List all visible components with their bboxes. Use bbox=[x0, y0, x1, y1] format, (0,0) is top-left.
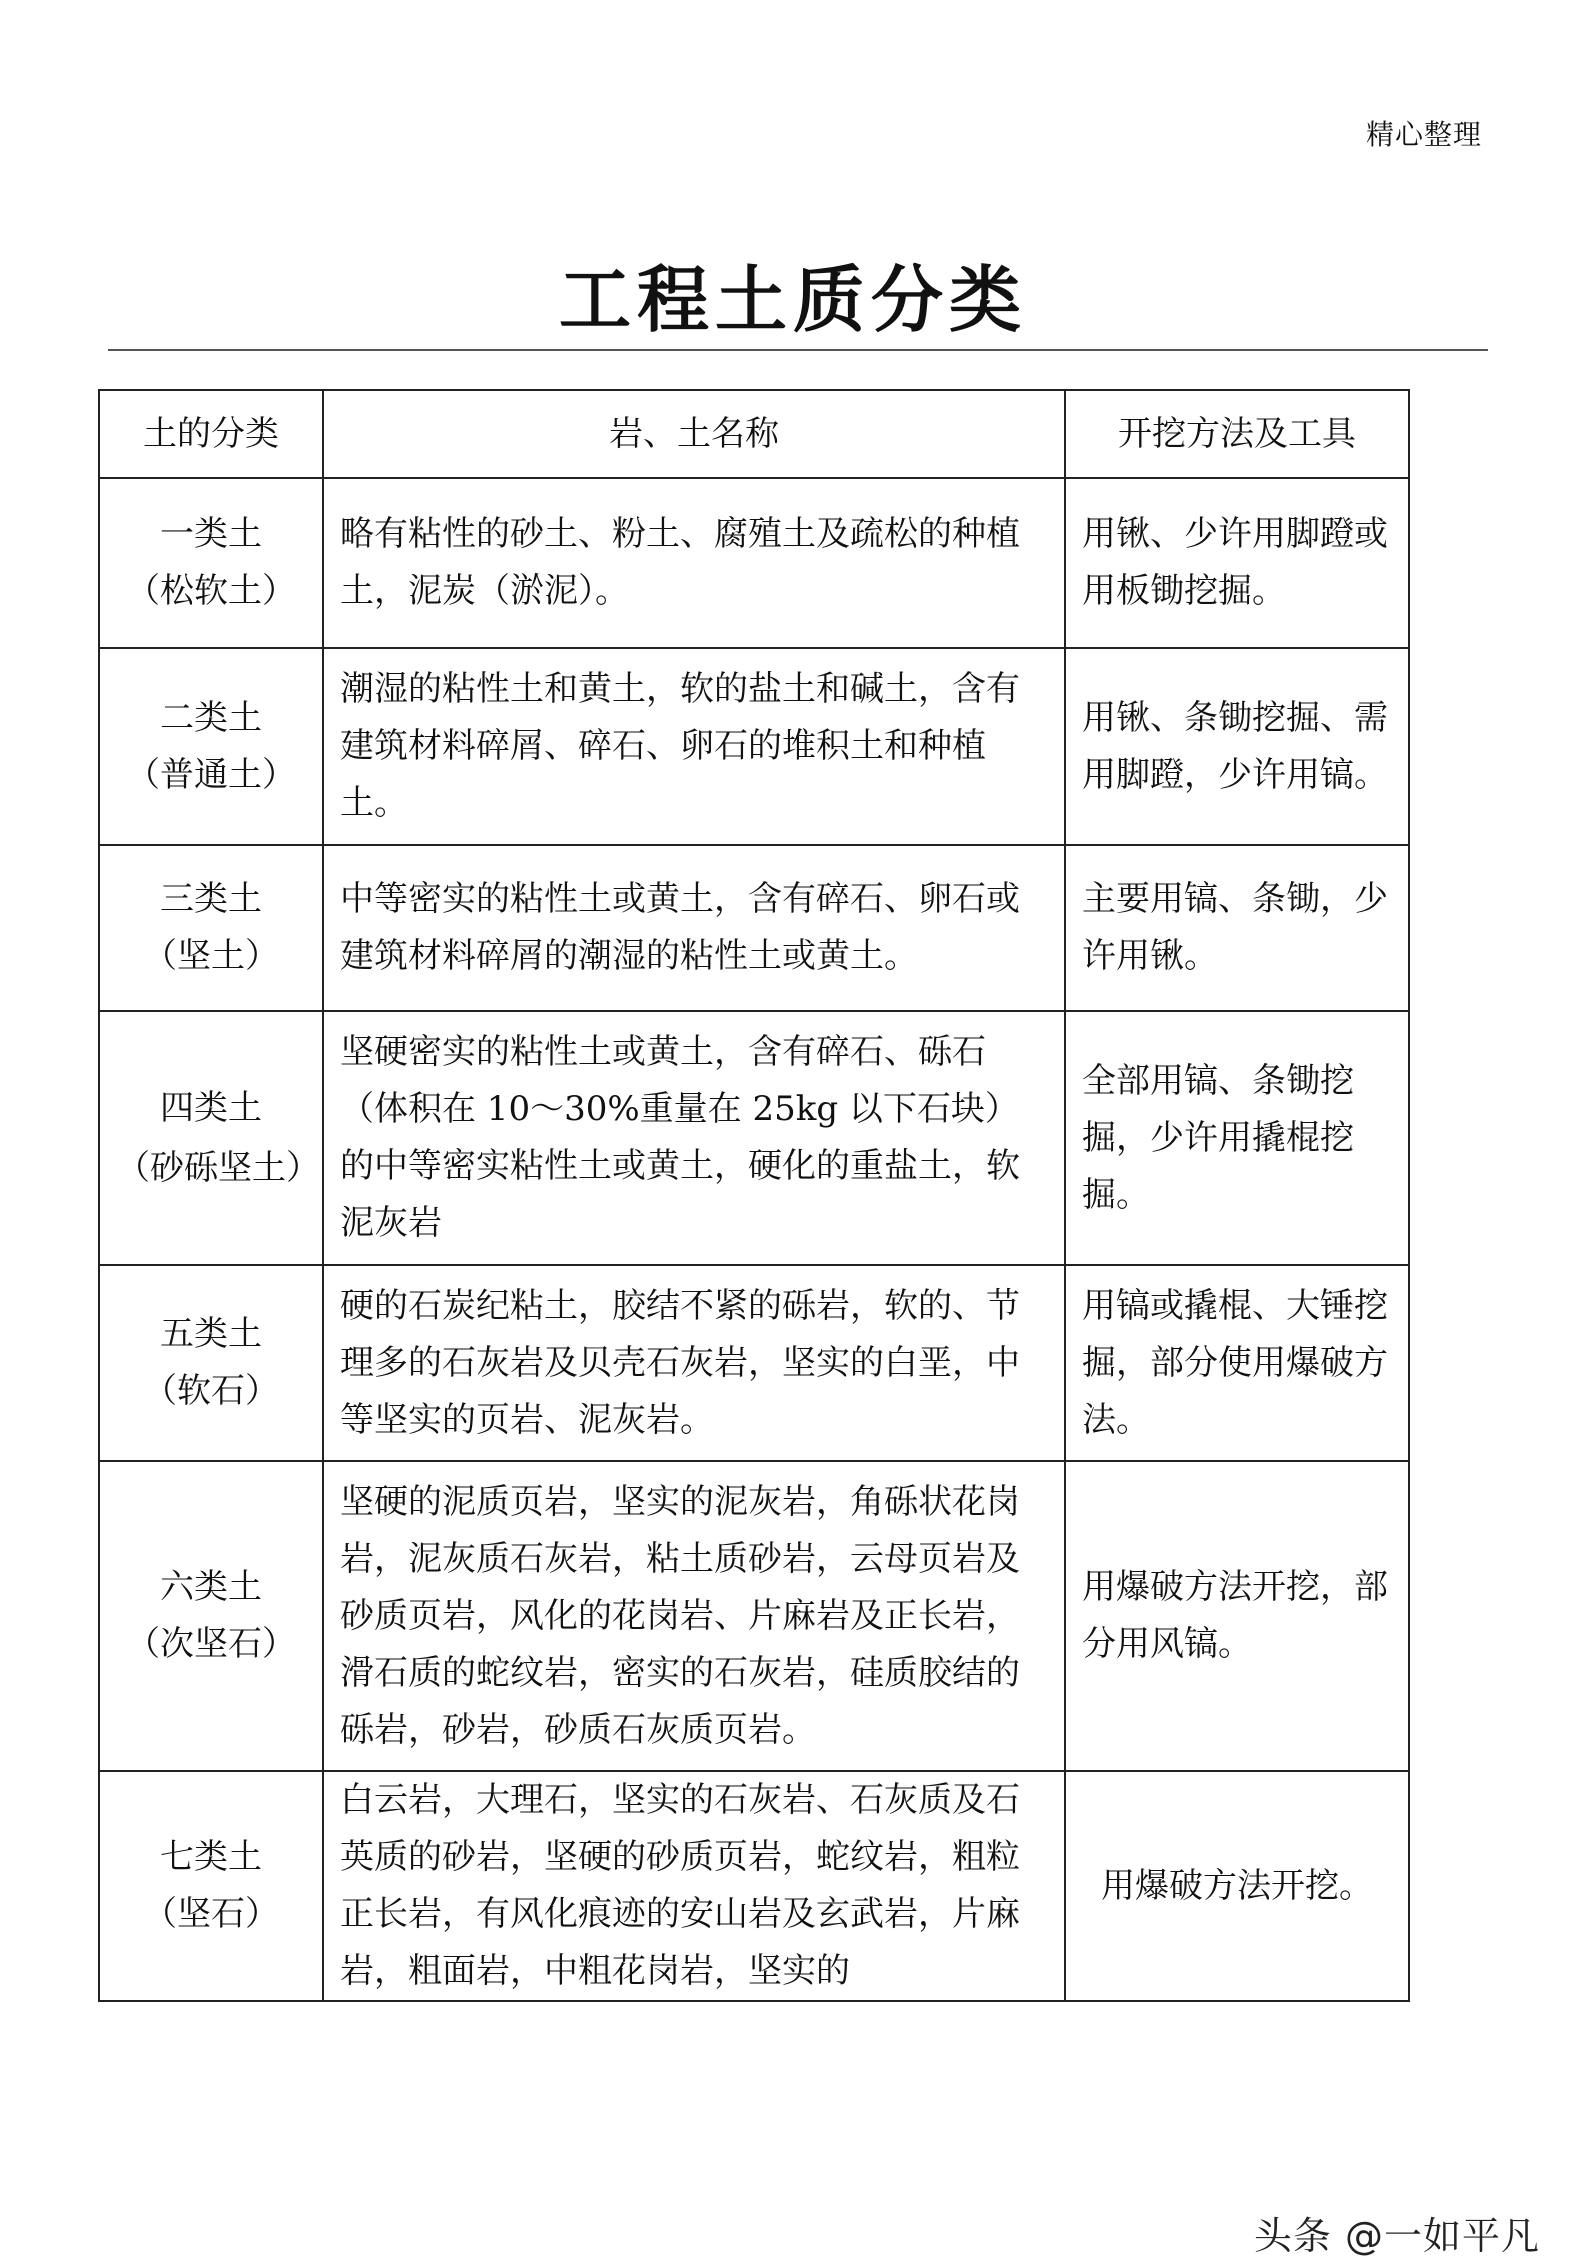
header-soil-class: 土的分类 bbox=[99, 390, 323, 478]
rock-soil-name-cell: 中等密实的粘性土或黄土，含有碎石、卵石或建筑材料碎屑的潮湿的粘性土或黄土。 bbox=[323, 845, 1065, 1011]
header-rock-soil-name: 岩、土名称 bbox=[323, 390, 1065, 478]
rock-soil-name-cell: 硬的石炭纪粘土，胶结不紧的砾岩，软的、节理多的石灰岩及贝壳石灰岩，坚实的白垩，中等坚实的页岩、泥灰岩。 bbox=[323, 1265, 1065, 1461]
excavation-method-cell: 用爆破方法开挖，部分用风镐。 bbox=[1065, 1461, 1409, 1771]
soil-class-name: 七类土 bbox=[160, 1837, 262, 1877]
soil-class-subtitle: （坚土） bbox=[143, 936, 279, 976]
soil-class-subtitle: （砂砾坚土） bbox=[116, 1148, 320, 1188]
soil-class-name: 五类土 bbox=[160, 1314, 262, 1354]
header-excavation-method: 开挖方法及工具 bbox=[1065, 390, 1409, 478]
soil-class-name: 四类土 bbox=[160, 1088, 262, 1128]
soil-classification-table bbox=[98, 389, 1410, 2002]
excavation-method-cell: 用镐或撬棍、大锤挖掘，部分使用爆破方法。 bbox=[1065, 1265, 1409, 1461]
rock-soil-name-cell: 潮湿的粘性土和黄土，软的盐土和碱土，含有建筑材料碎屑、碎石、卵石的堆积土和种植土。 bbox=[323, 648, 1065, 845]
soil-class-cell bbox=[99, 648, 323, 845]
soil-class-cell bbox=[99, 1265, 323, 1461]
soil-class-cell bbox=[99, 478, 323, 648]
excavation-method-cell: 用锹、条锄挖掘、需用脚蹬，少许用镐。 bbox=[1065, 648, 1409, 845]
soil-class-name: 二类土 bbox=[160, 697, 262, 738]
soil-class-name: 六类土 bbox=[160, 1567, 262, 1607]
table-row bbox=[99, 1771, 1409, 2001]
header-note: 精心整理 bbox=[1365, 118, 1482, 151]
rock-soil-name-cell: 坚硬密实的粘性土或黄土，含有碎石、砾石（体积在 10～30%重量在 25kg 以下石块）的中等密实粘性土或黄土，硬化的重盐土，软泥灰岩 bbox=[323, 1011, 1065, 1265]
excavation-method-cell: 全部用镐、条锄挖掘，少许用撬棍挖掘。 bbox=[1065, 1011, 1409, 1265]
page-title: 工程土质分类 bbox=[558, 257, 1027, 342]
soil-class-subtitle: （普通土） bbox=[126, 754, 296, 795]
soil-class-cell bbox=[99, 845, 323, 1011]
title-divider bbox=[108, 349, 1488, 351]
table-header-row bbox=[99, 390, 1409, 478]
excavation-method-cell: 用锹、少许用脚蹬或用板锄挖掘。 bbox=[1065, 478, 1409, 648]
soil-class-name: 三类土 bbox=[160, 879, 262, 919]
table-row bbox=[99, 478, 1409, 648]
table-row bbox=[99, 845, 1409, 1011]
rock-soil-name-cell: 坚硬的泥质页岩，坚实的泥灰岩，角砾状花岗岩，泥灰质石灰岩，粘土质砂岩，云母页岩及砂质页岩，风化的花岗岩、片麻岩及正长岩，滑石质的蛇纹岩，密实的石灰岩，硅质胶结的砾岩，砂岩，砂质石灰质页岩。 bbox=[323, 1461, 1065, 1771]
excavation-method-cell: 用爆破方法开挖。 bbox=[1065, 1771, 1409, 2001]
table-row bbox=[99, 1011, 1409, 1265]
watermark: 头条 @一如平凡 bbox=[1253, 2214, 1540, 2258]
soil-class-subtitle: （次坚石） bbox=[126, 1624, 296, 1664]
rock-soil-name-cell: 略有粘性的砂土、粉土、腐殖土及疏松的种植土，泥炭（淤泥）。 bbox=[323, 478, 1065, 648]
soil-class-subtitle: （松软土） bbox=[126, 571, 296, 611]
table-row bbox=[99, 1265, 1409, 1461]
soil-class-cell bbox=[99, 1771, 323, 2001]
rock-soil-name-cell: 白云岩，大理石，坚实的石灰岩、石灰质及石英质的砂岩，坚硬的砂质页岩，蛇纹岩，粗粒正长岩，有风化痕迹的安山岩及玄武岩，片麻岩，粗面岩，中粗花岗岩，坚实的 bbox=[323, 1771, 1065, 2001]
soil-class-subtitle: （坚石） bbox=[143, 1894, 279, 1934]
table-row bbox=[99, 648, 1409, 845]
excavation-method-cell: 主要用镐、条锄，少许用锹。 bbox=[1065, 845, 1409, 1011]
soil-class-subtitle: （软石） bbox=[143, 1371, 279, 1411]
table-row bbox=[99, 1461, 1409, 1771]
soil-class-cell bbox=[99, 1461, 323, 1771]
soil-class-cell bbox=[99, 1011, 323, 1265]
soil-class-name: 一类土 bbox=[160, 514, 262, 554]
